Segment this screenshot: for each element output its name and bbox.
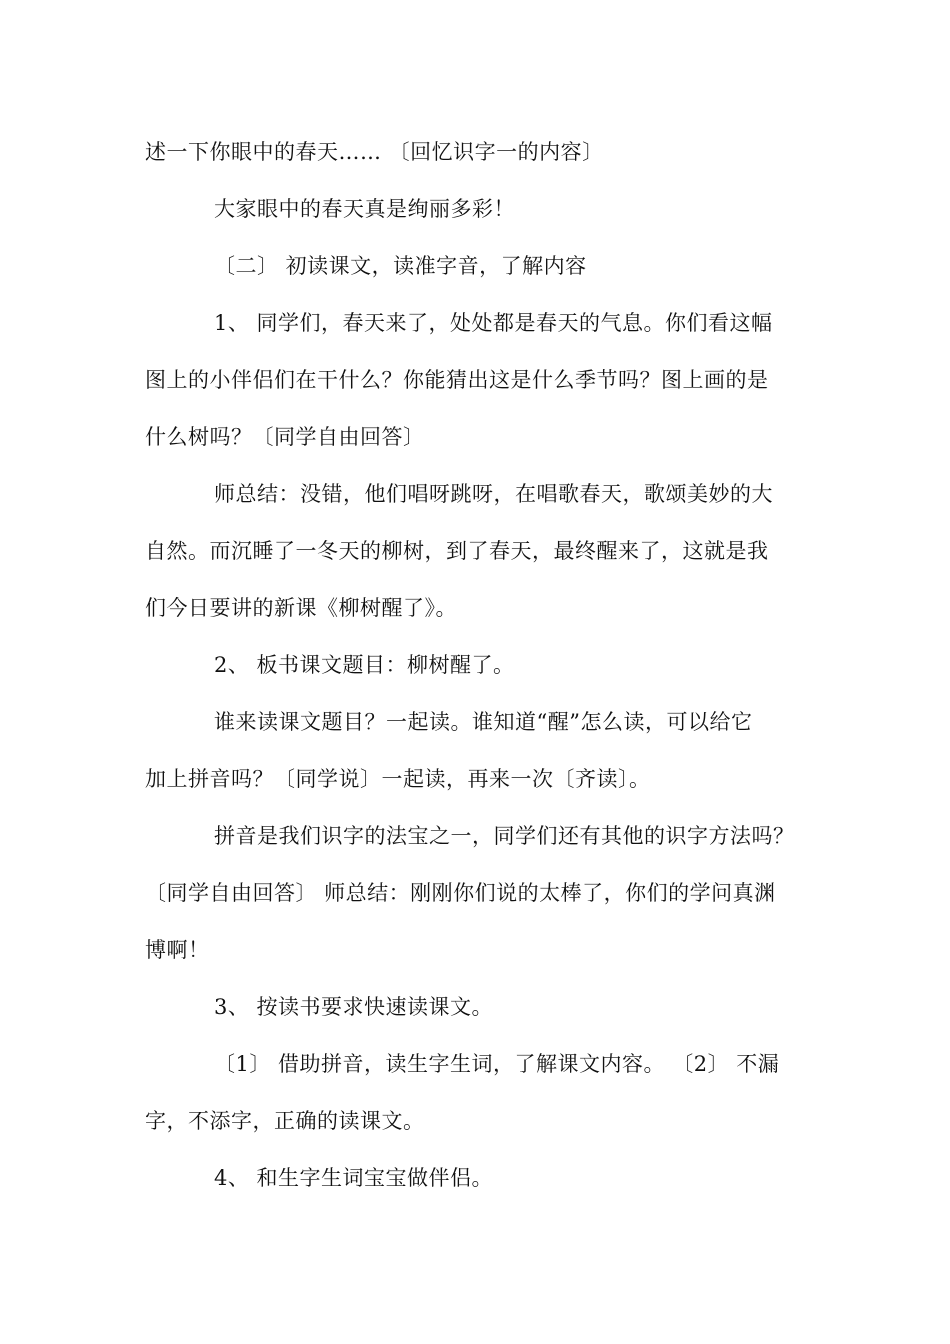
text-line-7: 师总结：没错，他们唱呀跳呀，在唱歌春天，歌颂美妙的大 (214, 482, 773, 506)
text-line-11: 谁来读课文题目？一起读。谁知道“醒”怎么读，可以给它 (214, 710, 753, 734)
text-line-4: 1、 同学们，春天来了，处处都是春天的气息。你们看这幅 (214, 311, 773, 335)
text-line-9: 们今日要讲的新课《柳树醒了》。 (145, 596, 457, 620)
text-line-16: 3、 按读书要求快速读课文。 (214, 995, 494, 1019)
text-line-12: 加上拼音吗？〔同学说〕一起读，再来一次〔齐读〕。 (145, 767, 651, 791)
text-line-15: 博啊！ (145, 938, 210, 962)
text-line-5: 图上的小伴侣们在干什么？你能猜出这是什么季节吗？图上画的是 (145, 368, 769, 392)
text-line-19: 4、 和生字生词宝宝做伴侣。 (214, 1166, 494, 1190)
text-line-10: 2、 板书课文题目：柳树醒了。 (214, 653, 515, 677)
section-heading-2: 〔二〕 初读课文，读准字音，了解内容 (214, 254, 587, 278)
text-line-14: 〔同学自由回答〕 师总结：刚刚你们说的太棒了，你们的学问真渊 (145, 881, 776, 905)
text-line-2: 大家眼中的春天真是绚丽多彩！ (214, 197, 515, 221)
text-line-13: 拼音是我们识字的法宝之一，同学们还有其他的识字方法吗？ (214, 824, 795, 848)
text-line-17: 〔1〕 借助拼音，读生字生词，了解课文内容。 〔2〕 不漏 (214, 1052, 780, 1076)
text-line-8: 自然。而沉睡了一冬天的柳树，到了春天，最终醒来了，这就是我 (145, 539, 769, 563)
text-line-6: 什么树吗？〔同学自由回答〕 (145, 425, 425, 449)
text-line-18: 字，不添字，正确的读课文。 (145, 1109, 425, 1133)
text-line-1: 述一下你眼中的春天…… 〔回忆识字一的内容〕 (145, 140, 604, 164)
